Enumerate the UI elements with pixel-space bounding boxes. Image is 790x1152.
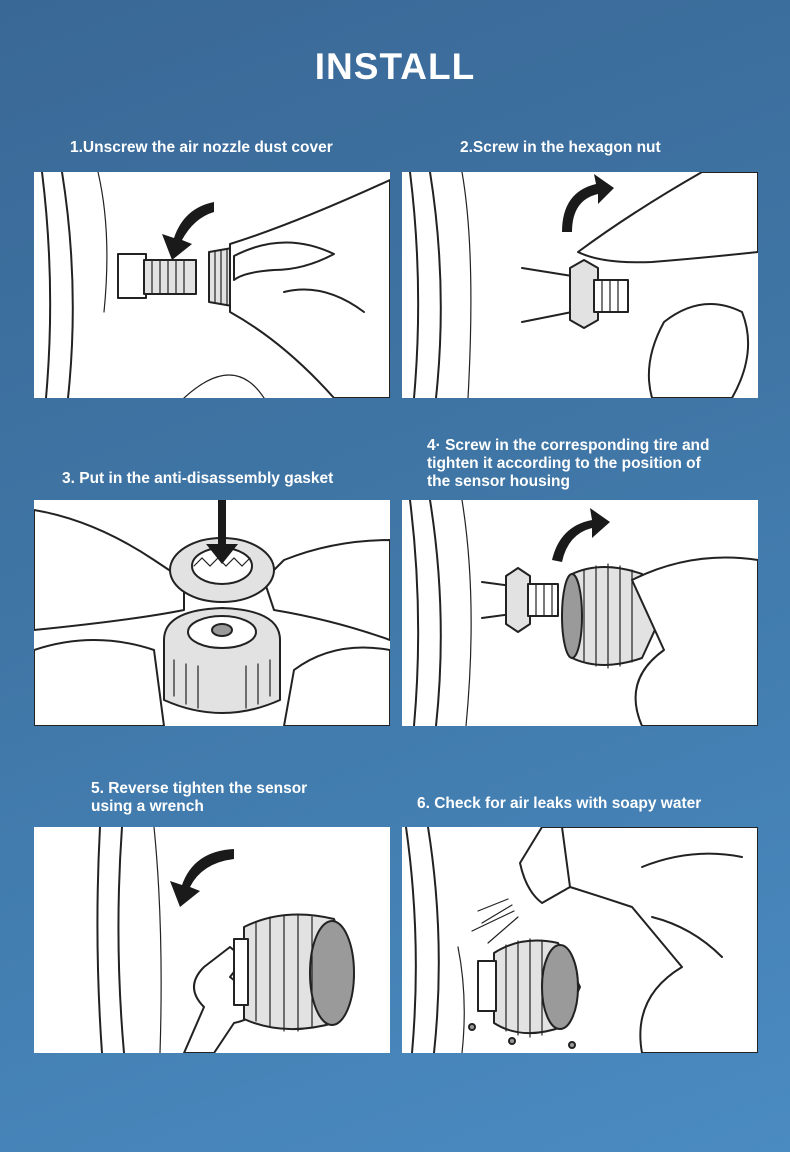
page-title: INSTALL	[314, 46, 476, 87]
unscrew-cap-illustration-icon	[34, 172, 390, 398]
step-1-panel	[34, 172, 390, 398]
sensor-screw-illustration-icon	[402, 500, 758, 726]
step-4-caption-line-1: 4· Screw in the corresponding tire and	[427, 437, 710, 454]
step-5-caption	[91, 780, 307, 816]
soapy-water-illustration-icon	[402, 827, 758, 1053]
wrench-illustration-icon	[34, 827, 390, 1053]
gasket-illustration-icon	[34, 500, 390, 726]
step-4-caption-line-2: tighten it according to the position of	[427, 455, 701, 472]
step-6-caption: 6. Check for air leaks with soapy water	[417, 795, 702, 812]
step-5-caption-line-2: using a wrench	[91, 798, 204, 815]
step-4-caption-line-3: the sensor housing	[427, 473, 570, 490]
step-2-caption: 2.Screw in the hexagon nut	[460, 139, 661, 156]
step-3-panel	[34, 500, 390, 726]
step-4-caption	[427, 437, 710, 491]
step-5-caption-line-1: 5. Reverse tighten the sensor	[91, 780, 308, 797]
step-3-caption: 3. Put in the anti-disassembly gasket	[62, 470, 334, 487]
step-1-caption: 1.Unscrew the air nozzle dust cover	[70, 139, 333, 156]
hex-nut-illustration-icon	[402, 172, 758, 398]
step-4-panel	[402, 500, 758, 726]
step-6-panel	[402, 827, 758, 1053]
step-2-panel	[402, 172, 758, 398]
step-5-panel	[34, 827, 390, 1053]
